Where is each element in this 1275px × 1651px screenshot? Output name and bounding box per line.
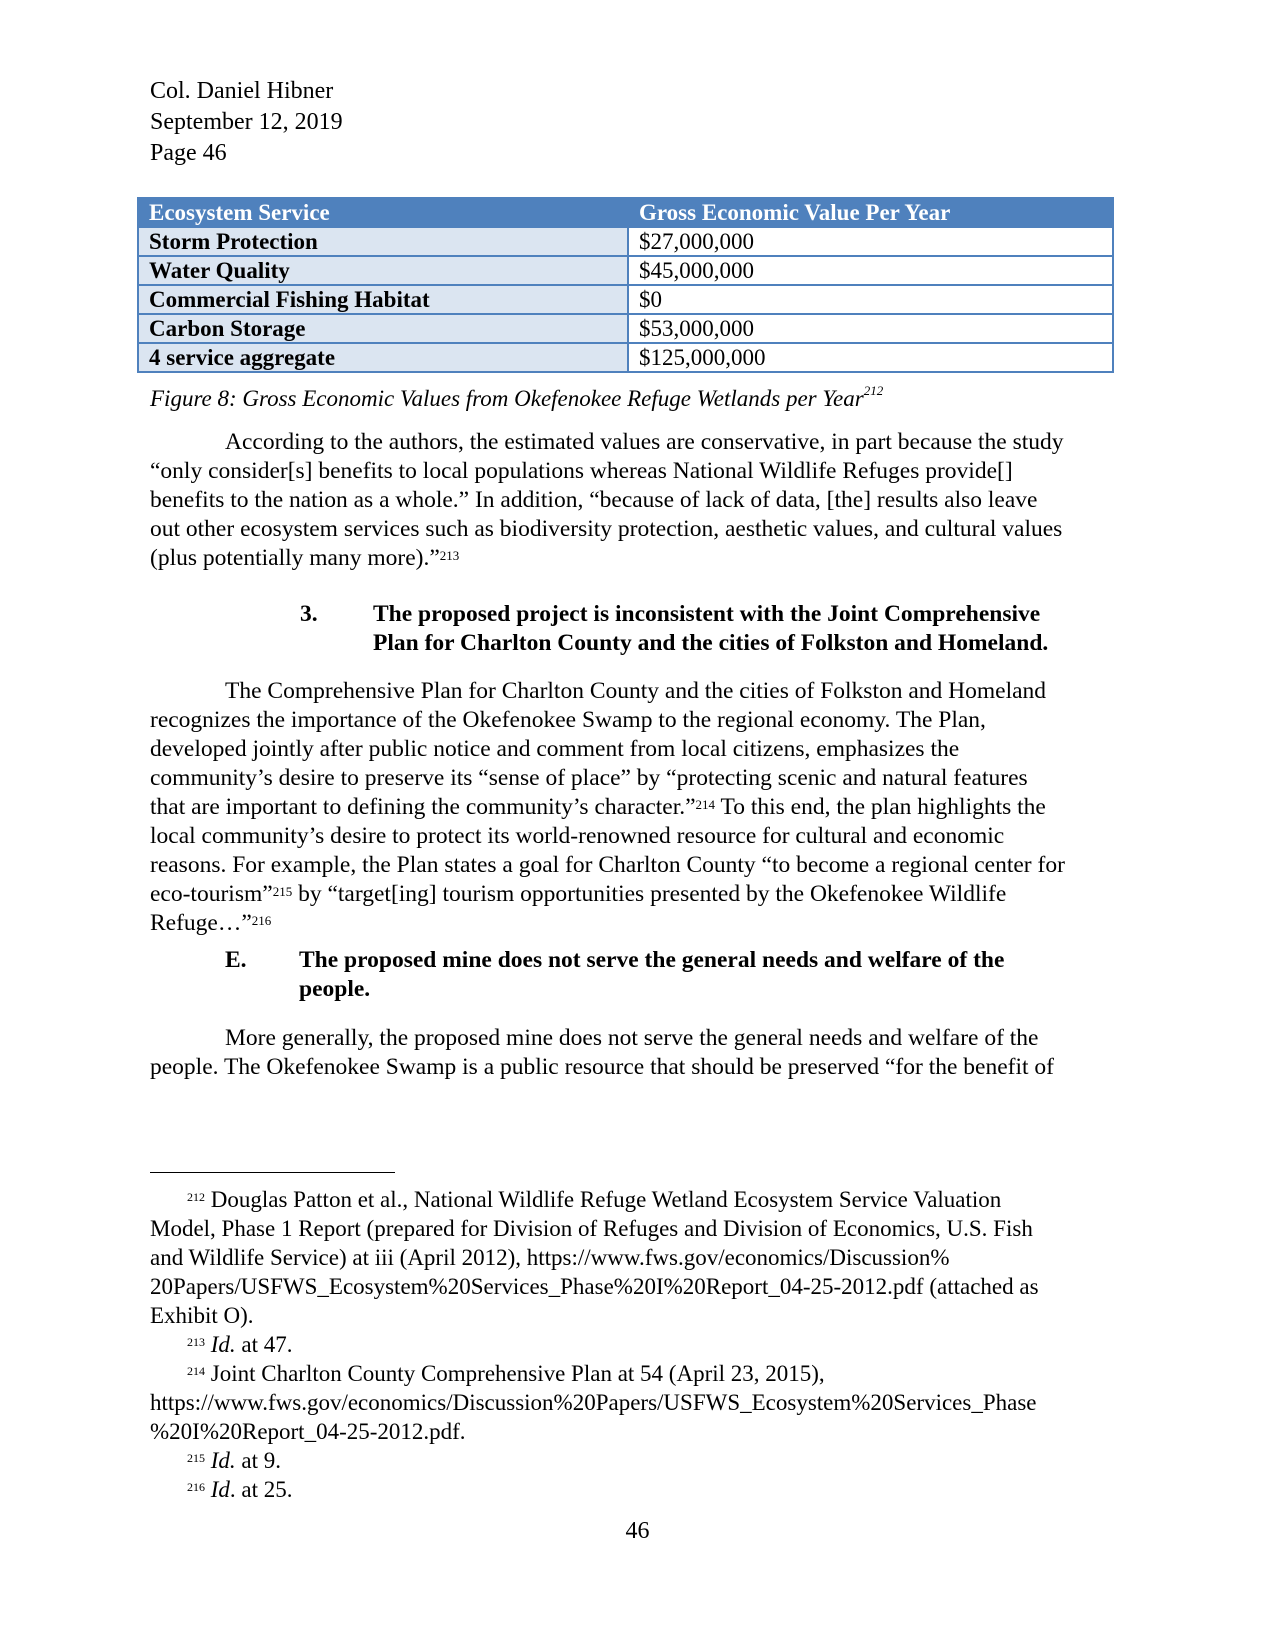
footnote-link[interactable]: https://www.fws.gov/economics/Discussion%20Papers/USFWS_Ecosystem%20Services_Phase (150, 1390, 1037, 1415)
footnote-number: 216 (187, 1480, 205, 1494)
text-line (150, 880, 1130, 909)
footnote-ref[interactable]: 212 (863, 383, 884, 398)
text-span: Id. (210, 1332, 236, 1357)
text-span: To this end, the plan highlights the (715, 794, 1046, 820)
footnote-number: 213 (187, 1335, 205, 1349)
table-row (138, 343, 1113, 372)
footnote-212 (150, 1185, 1140, 1214)
text-line: recognizes the importance of the Okefenokee Swamp to the regional economy. The Plan, (150, 707, 986, 733)
text-line: The Comprehensive Plan for Charlton County and the cities of Folkston and Homeland (225, 678, 1047, 704)
text-line: people. The Okefenokee Swamp is a public resource that should be preserved “for the benefit of (150, 1054, 1054, 1080)
text-line: “only consider[s] benefits to local populations whereas National Wildlife Refuges provide[] (150, 458, 1013, 484)
footnote-number: 212 (187, 1190, 205, 1204)
footnote-number: 215 (187, 1451, 205, 1465)
text-line: Exhibit O). (150, 1303, 254, 1328)
heading-number: 3. (300, 601, 318, 627)
service-cell: Water Quality (138, 256, 628, 285)
text-line: reasons. For example, the Plan states a goal for Charlton County “to become a regional center for (150, 852, 1065, 878)
text-span: . at 25. (229, 1477, 293, 1502)
value-cell: $125,000,000 (628, 343, 1113, 372)
text-span: Id (210, 1477, 230, 1502)
text-span: eco-tourism” (150, 881, 273, 907)
header-page-label: Page 46 (150, 140, 227, 166)
footnote-link[interactable]: %20I%20Report_04-25-2012.pdf. (150, 1419, 466, 1444)
value-cell: $0 (628, 285, 1113, 314)
paragraph-comprehensive-plan (150, 677, 1130, 938)
footnotes (150, 1185, 1140, 1504)
text-line: out other ecosystem services such as biodiversity protection, aesthetic values, and cultural values (150, 516, 1063, 542)
heading-text-line: The proposed project is inconsistent with the Joint Comprehensive (373, 601, 1041, 627)
recipient-name: Col. Daniel Hibner (150, 78, 334, 104)
table-row (138, 285, 1113, 314)
heading-text-line: The proposed mine does not serve the general needs and welfare of the (299, 947, 1005, 973)
figure-caption (150, 383, 884, 412)
section-heading-e (225, 946, 1105, 1004)
service-cell: 4 service aggregate (138, 343, 628, 372)
text-line: community’s desire to preserve its “sense of place” by “protecting scenic and natural features (150, 765, 1028, 791)
heading-text-line: people. (299, 976, 371, 1002)
footnote-214 (150, 1359, 1140, 1388)
footnote-link[interactable]: 20Papers/USFWS_Ecosystem%20Services_Phase%20I%20Report_04-25-2012.pdf (attached as (150, 1274, 1039, 1299)
text-span: at 9. (235, 1448, 282, 1473)
footnote-ref[interactable]: 216 (251, 913, 272, 928)
section-heading-3 (300, 600, 1100, 658)
paragraph-general-welfare (150, 1024, 1130, 1082)
ecosystem-value-table (137, 197, 1114, 373)
table-row (138, 256, 1113, 285)
text-span: that are important to defining the community’s character.” (150, 794, 696, 820)
footnote-separator (150, 1172, 395, 1173)
service-cell: Carbon Storage (138, 314, 628, 343)
service-cell: Storm Protection (138, 227, 628, 256)
caption-text: Figure 8: Gross Economic Values from Okefenokee Refuge Wetlands per Year (150, 386, 864, 411)
value-cell: $45,000,000 (628, 256, 1113, 285)
heading-text-line: Plan for Charlton County and the cities of Folkston and Homeland. (373, 630, 1049, 656)
letter-date: September 12, 2019 (150, 109, 343, 135)
text-span: Douglas Patton et al., National Wildlife Refuge Wetland Ecosystem Service Valuation (205, 1187, 1002, 1212)
footnote-ref[interactable]: 214 (695, 797, 716, 812)
footnote-number: 214 (187, 1364, 205, 1378)
text-span: by “target[ing] tourism opportunities presented by the Okefenokee Wildlife (292, 881, 1007, 907)
paragraph-authors (150, 428, 1130, 573)
table-row (138, 227, 1113, 256)
footnote-ref[interactable]: 213 (439, 548, 460, 563)
footnote-216 (150, 1475, 1140, 1504)
page-number: 46 (625, 1518, 650, 1544)
value-cell: $53,000,000 (628, 314, 1113, 343)
table-row (138, 314, 1113, 343)
text-line: developed jointly after public notice and comment from local citizens, emphasizes the (150, 736, 960, 762)
text-line (150, 909, 1130, 938)
table-header-row (138, 198, 1113, 227)
text-line (150, 544, 1130, 573)
footnote-ref[interactable]: 215 (272, 884, 293, 899)
footnote-link[interactable]: and Wildlife Service) at iii (April 2012), https://www.fws.gov/economics/Discussion% (150, 1245, 950, 1270)
value-cell: $27,000,000 (628, 227, 1113, 256)
text-line: Model, Phase 1 Report (prepared for Division of Refuges and Division of Economics, U.S. Fish (150, 1216, 1033, 1241)
text-line (150, 793, 1130, 822)
letter-header (150, 76, 343, 169)
text-span: Refuge…” (150, 910, 252, 936)
text-line: local community’s desire to protect its world-renowned resource for cultural and economic (150, 823, 1005, 849)
text-span: Joint Charlton County Comprehensive Plan at 54 (April 23, 2015), (205, 1361, 825, 1386)
column-header: Gross Economic Value Per Year (628, 198, 1113, 227)
text-span: Id. (210, 1448, 236, 1473)
text-line: benefits to the nation as a whole.” In addition, “because of lack of data, [the] results also leave (150, 487, 1038, 513)
text-line: According to the authors, the estimated values are conservative, in part because the study (225, 429, 1064, 455)
heading-number: E. (225, 947, 247, 973)
footnote-215 (150, 1446, 1140, 1475)
service-cell: Commercial Fishing Habitat (138, 285, 628, 314)
text-span: at 47. (235, 1332, 293, 1357)
column-header: Ecosystem Service (138, 198, 628, 227)
footnote-213 (150, 1330, 1140, 1359)
text-span: (plus potentially many more).” (150, 545, 440, 571)
text-line: More generally, the proposed mine does not serve the general needs and welfare of the (225, 1025, 1039, 1051)
